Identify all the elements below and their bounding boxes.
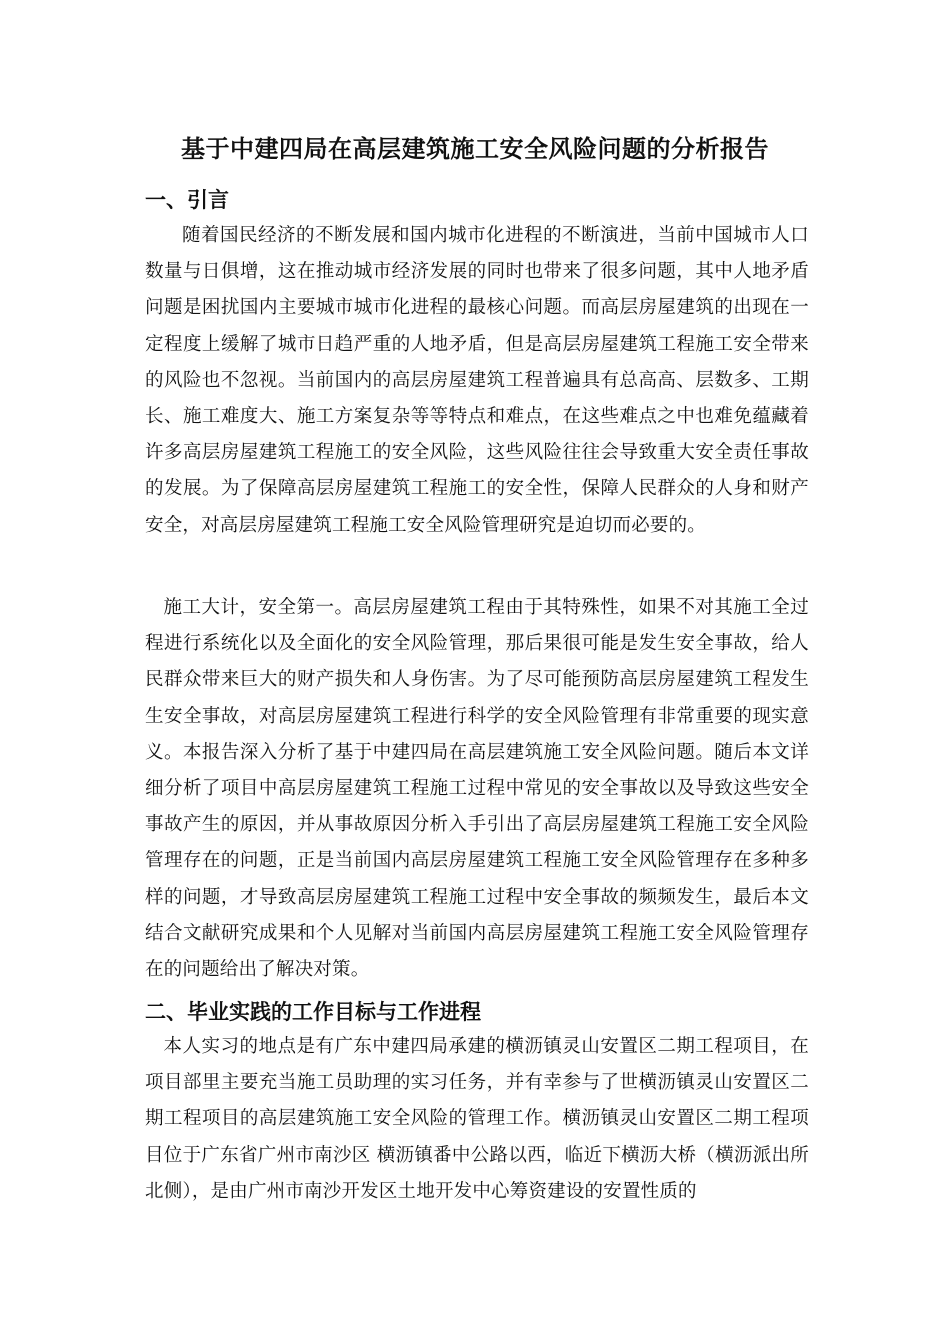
introduction-paragraph-1: 随着国民经济的不断发展和国内城市化进程的不断演进，当前中国城市人口数量与日俱增，这在推动城市经济发展的同时也带来了很多问题，其中人地矛盾问题是困扰国内主要城市城市化进程的最核心问题。而高层房屋建筑的出现在一定程度上缓解了城市日趋严重的人地矛盾，但是高层房屋建筑工程施工安全带来的风险也不忽视。当前国内的高层房屋建筑工程普遍具有总高高、层数多、工期长、施工难度大、施工方案复杂等等特点和难点，在这些难点之中也难免蕴藏着许多高层房屋建筑工程施工的安全风险，这些风险往往会导致重大安全责任事故的发展。为了保障高层房屋建筑工程施工的安全性，保障人民群众的人身和财产安全，对高层房屋建筑工程施工安全风险管理研究是迫切而必要的。 bbox=[145, 225, 809, 536]
section-heading-introduction: 一、引言 bbox=[145, 188, 229, 212]
introduction-paragraph-2: 施工大计，安全第一。高层房屋建筑工程由于其特殊性，如果不对其施工全过程进行系统化以及全面化的安全风险管理，那后果很可能是发生安全事故，给人民群众带来巨大的财产损失和人身伤害。为了尽可能预防高层房屋建筑工程发生生安全事故，对高层房屋建筑工程进行科学的安全风险管理有非常重要的现实意义。本报告深入分析了基于中建四局在高层建筑施工安全风险问题。随后本文详细分析了项目中高层房屋建筑工程施工过程中常见的安全事故以及导致这些安全事故产生的原因，并从事故原因分析入手引出了高层房屋建筑工程施工安全风险管理存在的问题，正是当前国内高层房屋建筑工程施工安全风险管理存在多种多样的问题，才导致高层房屋建筑工程施工过程中安全事故的频频发生，最后本文结合文献研究成果和个人见解对当前国内高层房屋建筑工程施工安全风险管理存在的问题给出了解决对策。 bbox=[145, 597, 809, 981]
section-heading-work-goals: 二、毕业实践的工作目标与工作进程 bbox=[145, 1000, 481, 1024]
work-goals-paragraph-1: 本人实习的地点是有广东中建四局承建的横沥镇灵山安置区二期工程项目，在项目部里主要充当施工员助理的实习任务，并有幸参与了世横沥镇灵山安置区二期工程项目的高层建筑施工安全风险的管理工作。横沥镇灵山安置区二期工程项目位于广东省广州市南沙区 横沥镇番中公路以西，临近下横沥大桥（横沥派出所北侧），是由广州市南沙开发区土地开发中心筹资建设的安置性质的 bbox=[145, 1036, 809, 1202]
document-title: 基于中建四局在高层建筑施工安全风险问题的分析报告 bbox=[181, 135, 769, 163]
